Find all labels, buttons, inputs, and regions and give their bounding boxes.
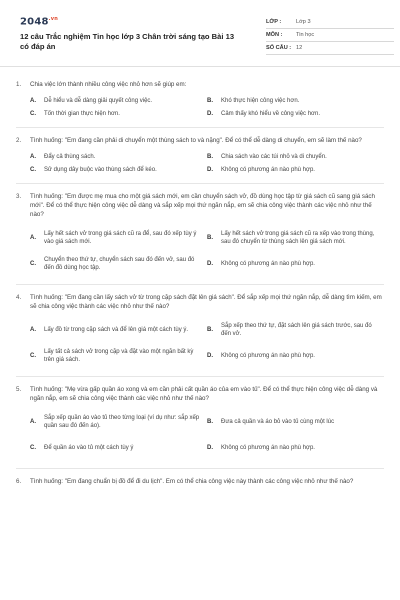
- option-letter: C.: [30, 166, 36, 173]
- option-text: Lấy hết sách vở trong giá sách cũ ra xếp vào trong thùng, sau đó chuyển từ thùng sách lên giá sách mới.: [221, 230, 375, 245]
- option-text: Sắp xếp theo thứ tự, đặt sách lên giá sách trước, sau đó đến vở.: [221, 322, 372, 337]
- meta-row: [266, 42, 394, 55]
- question-header: [16, 192, 384, 219]
- option-text: Lấy đồ từ trong cặp sách và để lên giá một cách tùy ý.: [44, 326, 189, 333]
- option-letter: A.: [30, 98, 36, 104]
- question-text: Tình huống: "Mẹ vừa gấp quần áo xong và em cần phải cất quần áo của em vào tủ". Để có thể thực hiện công việc dễ dàng và ngăn nắp, em sẽ chia công việc thành các việc nhỏ như thế nào?: [30, 386, 378, 402]
- option-letter: C.: [30, 260, 36, 267]
- question-header: [16, 385, 384, 403]
- answer-option[interactable]: [207, 164, 384, 177]
- option-letter: D.: [207, 110, 213, 117]
- option-text: Lấy hết sách vở trong giá sách cũ ra để, sau đó xếp tùy ý vào giá sách mới.: [44, 230, 197, 245]
- option-text: Khó thực hiện công việc hơn.: [221, 98, 300, 104]
- option-letter: B.: [207, 326, 213, 333]
- answer-option[interactable]: [30, 164, 207, 177]
- answer-option[interactable]: [30, 435, 207, 461]
- option-letter: A.: [30, 326, 36, 333]
- meta-info: [266, 16, 394, 55]
- meta-value: 12: [296, 45, 303, 51]
- option-text: Chuyển theo thứ tự, chuyển sách sau đó đến vở, sau đó đến đồ dùng học tập.: [44, 256, 195, 271]
- option-text: Đưa cả quần và áo bỏ vào tủ cùng một lúc: [221, 418, 335, 425]
- meta-label: SỐ CÂU :: [266, 45, 292, 51]
- question-number: 2.: [16, 137, 22, 144]
- answer-option[interactable]: [30, 317, 207, 343]
- site-logo[interactable]: [20, 16, 58, 27]
- option-text: Chia sách vào các túi nhỏ và di chuyển.: [221, 154, 327, 160]
- answer-option[interactable]: [30, 151, 207, 164]
- answer-option[interactable]: [30, 251, 207, 277]
- question-text: Tình huống: "Em đang chuẩn bị đồ để đi du lịch". Em có thể chia công việc này thành các công việc nhỏ như thế nào?: [30, 478, 354, 485]
- question-text: Tình huống: "Em đang cần phải di chuyển một thùng sách to và nặng". Để có thể dễ dàng di chuyển, em sẽ làm thế nào?: [30, 137, 362, 144]
- option-letter: D.: [207, 352, 213, 359]
- option-text: Không có phương án nào phù hợp.: [221, 260, 315, 267]
- answer-options: [16, 317, 384, 369]
- option-letter: C.: [30, 110, 36, 117]
- option-text: Không có phương án nào phù hợp.: [221, 352, 315, 359]
- meta-label: LỚP :: [266, 19, 282, 25]
- option-text: Lấy tất cả sách vở trong cặp và đặt vào một ngăn bất kỳ trên giá sách.: [44, 348, 194, 363]
- question-header: [16, 293, 384, 311]
- meta-value: Tin học: [296, 32, 315, 38]
- answer-options: [16, 225, 384, 277]
- option-text: Sử dụng dây buộc vào thùng sách để kéo.: [44, 166, 157, 173]
- document-title: 12 câu Trắc nghiệm Tin học lớp 3 Chân trời sáng tạo Bài 13 có đáp án: [20, 32, 235, 51]
- option-text: Cảm thấy khó hiểu về công việc hơn.: [221, 110, 320, 117]
- answer-option[interactable]: [30, 95, 207, 108]
- answer-options: [16, 409, 384, 461]
- option-text: Tốn thời gian thực hiện hơn.: [44, 110, 120, 117]
- option-letter: B.: [207, 234, 213, 241]
- question-item: [16, 377, 384, 469]
- question-number: 5.: [16, 386, 22, 393]
- option-letter: A.: [30, 154, 36, 160]
- option-letter: C.: [30, 444, 36, 451]
- option-letter: A.: [30, 418, 36, 425]
- question-item: [16, 285, 384, 377]
- answer-option[interactable]: [30, 108, 207, 121]
- option-letter: B.: [207, 154, 213, 160]
- answer-option[interactable]: [30, 409, 207, 435]
- question-list: [16, 72, 384, 493]
- answer-option[interactable]: [207, 435, 384, 461]
- option-letter: D.: [207, 444, 213, 451]
- question-number: 6.: [16, 478, 22, 485]
- option-text: Đẩy cả thùng sách.: [44, 154, 96, 160]
- question-header: [16, 477, 384, 486]
- answer-options: [16, 151, 384, 176]
- question-item: [16, 184, 384, 285]
- answer-option[interactable]: [207, 251, 384, 277]
- header-divider: [0, 66, 400, 67]
- answer-option[interactable]: [207, 151, 384, 164]
- answer-option[interactable]: [207, 108, 384, 121]
- question-header: [16, 136, 384, 145]
- question-text: Tình huống: "Em đang cần lấy sách vở từ trong cặp sách đặt lên giá sách". Để sắp xếp mọi thứ ngăn nắp, dễ dàng tìm kiếm, em sẽ chia công việc thành các việc nhỏ như thế nào?: [30, 294, 382, 310]
- answer-option[interactable]: [207, 225, 384, 251]
- meta-value: Lớp 3: [296, 19, 311, 25]
- option-letter: D.: [207, 260, 213, 267]
- option-text: Dễ hiểu và dễ dàng giải quyết công việc.: [44, 98, 153, 104]
- meta-label: MÔN :: [266, 32, 283, 38]
- question-text: Chia việc lớn thành nhiều công việc nhỏ hơn sẽ giúp em:: [30, 81, 187, 88]
- question-item: [16, 72, 384, 128]
- question-item: [16, 469, 384, 493]
- option-text: Không có phương án nào phù hợp.: [221, 444, 315, 451]
- option-text: Sắp xếp quần áo vào tủ theo từng loại (ví dụ như: sắp xếp quần sau đó đến áo).: [44, 414, 200, 429]
- meta-row: [266, 29, 394, 42]
- question-item: [16, 128, 384, 184]
- meta-row: [266, 16, 394, 29]
- logo-suffix: .vn: [48, 16, 58, 22]
- question-text: Tình huống: "Em được mẹ mua cho một giá sách mới, em cần chuyển sách vở, đồ dùng học tập từ giá sách cũ sang giá sách mới". Để có thể thực hiện công việc dễ dàng và sắp xếp mọi thứ ngăn nắp, em sẽ chia công việc thành các việc nhỏ như thế nào?: [30, 193, 375, 218]
- answer-option[interactable]: [207, 317, 384, 343]
- answer-options: [16, 95, 384, 120]
- option-letter: A.: [30, 234, 36, 241]
- answer-option[interactable]: [30, 343, 207, 369]
- question-number: 1.: [16, 81, 22, 88]
- answer-option[interactable]: [207, 95, 384, 108]
- question-number: 4.: [16, 294, 22, 301]
- answer-option[interactable]: [207, 409, 384, 435]
- option-letter: B.: [207, 418, 213, 425]
- option-letter: C.: [30, 352, 36, 359]
- answer-option[interactable]: [207, 343, 384, 369]
- question-header: [16, 80, 384, 89]
- logo-number: 2048: [20, 16, 49, 28]
- option-text: Không có phương án nào phù hợp.: [221, 166, 315, 173]
- option-text: Để quần áo vào tủ một cách tùy ý: [44, 444, 134, 451]
- question-number: 3.: [16, 193, 22, 200]
- option-letter: B.: [207, 98, 213, 104]
- answer-option[interactable]: [30, 225, 207, 251]
- option-letter: D.: [207, 166, 213, 173]
